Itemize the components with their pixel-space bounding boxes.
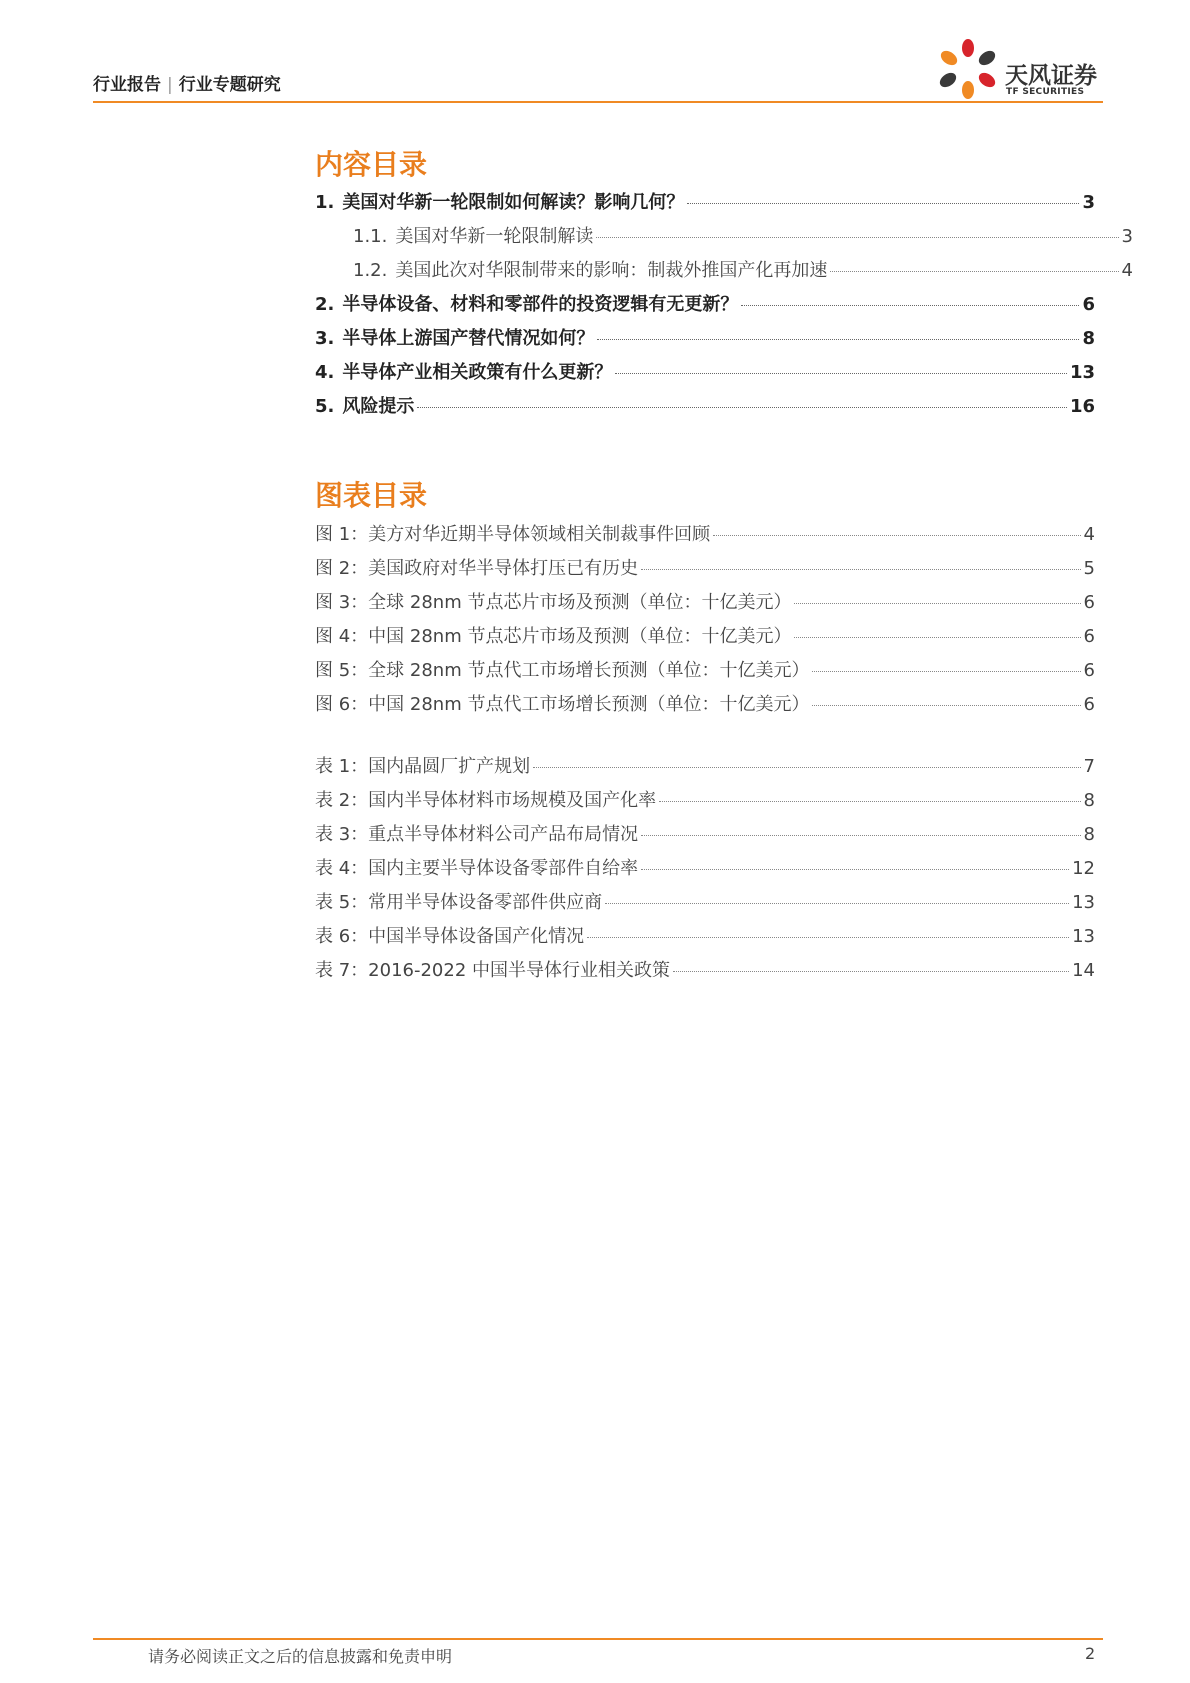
figure-page-number: 6 bbox=[1083, 694, 1095, 715]
leader-dots bbox=[794, 637, 1080, 638]
footer-disclaimer: 请务必阅读正文之后的信息披露和免责申明 bbox=[148, 1647, 453, 1666]
toc-number: 3. bbox=[315, 328, 335, 349]
toc-number: 1.1. bbox=[353, 226, 388, 247]
toc-label: 风险提示 bbox=[342, 396, 415, 417]
figure-entry[interactable] bbox=[315, 656, 1095, 682]
table-label: 表 3：重点半导体材料公司产品布局情况 bbox=[315, 824, 639, 845]
table-label: 表 1：国内晶圆厂扩产规划 bbox=[315, 756, 531, 777]
table-entry[interactable] bbox=[315, 922, 1095, 948]
toc-entry[interactable] bbox=[315, 256, 1133, 282]
table-entry[interactable] bbox=[315, 786, 1095, 812]
toc-label: 美国对华新一轮限制解读 bbox=[395, 226, 594, 247]
figure-label: 图 2：美国政府对华半导体打压已有历史 bbox=[315, 558, 639, 579]
leader-dots bbox=[596, 237, 1118, 238]
figure-page-number: 5 bbox=[1083, 558, 1095, 579]
leader-dots bbox=[812, 705, 1080, 706]
toc-label: 半导体设备、材料和零部件的投资逻辑有无更新？ bbox=[342, 294, 739, 315]
logo-english-name: TF SECURITIES bbox=[1006, 87, 1085, 97]
toc-number: 1. bbox=[315, 192, 335, 213]
leader-dots bbox=[794, 603, 1080, 604]
company-logo bbox=[935, 38, 1115, 100]
figure-page-number: 4 bbox=[1083, 524, 1095, 545]
toc-number: 5. bbox=[315, 396, 335, 417]
leader-dots bbox=[641, 869, 1069, 870]
table-entry[interactable] bbox=[315, 820, 1095, 846]
logo-name: 天风证券 bbox=[1005, 63, 1097, 89]
table-page-number: 8 bbox=[1083, 790, 1095, 811]
leader-dots bbox=[659, 801, 1080, 802]
figure-entry[interactable] bbox=[315, 622, 1095, 648]
toc-entry[interactable] bbox=[315, 188, 1095, 214]
leader-dots bbox=[417, 407, 1067, 408]
figure-page-number: 6 bbox=[1083, 626, 1095, 647]
toc-page-number: 16 bbox=[1069, 396, 1095, 417]
leader-dots bbox=[641, 569, 1080, 570]
toc-label: 美国此次对华限制带来的影响：制裁外推国产化再加速 bbox=[395, 260, 828, 281]
toc-entry[interactable] bbox=[315, 358, 1095, 384]
figure-entry[interactable] bbox=[315, 520, 1095, 546]
toc-label: 半导体产业相关政策有什么更新？ bbox=[342, 362, 613, 383]
leader-dots bbox=[673, 971, 1069, 972]
table-page-number: 7 bbox=[1083, 756, 1095, 777]
toc-entry[interactable] bbox=[315, 222, 1133, 248]
figure-entry[interactable] bbox=[315, 588, 1095, 614]
leader-dots bbox=[830, 271, 1118, 272]
table-entry[interactable] bbox=[315, 752, 1095, 778]
leader-dots bbox=[605, 903, 1069, 904]
leader-dots bbox=[597, 339, 1079, 340]
toc-entry[interactable] bbox=[315, 392, 1095, 418]
figure-label: 图 1：美方对华近期半导体领域相关制裁事件回顾 bbox=[315, 524, 711, 545]
table-label: 表 4：国内主要半导体设备零部件自给率 bbox=[315, 858, 639, 879]
toc-page-number: 8 bbox=[1082, 328, 1095, 349]
table-label: 表 2：国内半导体材料市场规模及国产化率 bbox=[315, 790, 657, 811]
toc-page-number: 4 bbox=[1121, 260, 1133, 281]
toc-label: 半导体上游国产替代情况如何？ bbox=[342, 328, 595, 349]
figure-entry[interactable] bbox=[315, 554, 1095, 580]
leader-dots bbox=[687, 203, 1079, 204]
table-page-number: 14 bbox=[1072, 960, 1095, 981]
table-label: 表 5：常用半导体设备零部件供应商 bbox=[315, 892, 603, 913]
toc-number: 4. bbox=[315, 362, 335, 383]
table-page-number: 13 bbox=[1072, 892, 1095, 913]
toc-entry[interactable] bbox=[315, 290, 1095, 316]
table-entry[interactable] bbox=[315, 888, 1095, 914]
flower-logo-icon bbox=[935, 38, 1001, 100]
toc-page-number: 13 bbox=[1069, 362, 1095, 383]
header-divider bbox=[93, 101, 1103, 103]
table-page-number: 13 bbox=[1072, 926, 1095, 947]
toc-page-number: 3 bbox=[1121, 226, 1133, 247]
table-page-number: 8 bbox=[1083, 824, 1095, 845]
footer-divider bbox=[93, 1638, 1103, 1640]
header-separator: | bbox=[167, 75, 173, 95]
toc-number: 1.2. bbox=[353, 260, 388, 281]
leader-dots bbox=[713, 535, 1080, 536]
figure-label: 图 5：全球 28nm 节点代工市场增长预测（单位：十亿美元） bbox=[315, 660, 810, 681]
figure-label: 图 4：中国 28nm 节点芯片市场及预测（单位：十亿美元） bbox=[315, 626, 792, 647]
table-label: 表 6：中国半导体设备国产化情况 bbox=[315, 926, 585, 947]
table-entry[interactable] bbox=[315, 854, 1095, 880]
figures-title: 图表目录 bbox=[315, 479, 428, 512]
contents-title: 内容目录 bbox=[315, 148, 428, 181]
figure-page-number: 6 bbox=[1083, 660, 1095, 681]
toc-page-number: 3 bbox=[1082, 192, 1095, 213]
toc-page-number: 6 bbox=[1082, 294, 1095, 315]
report-category-header bbox=[93, 70, 281, 95]
figure-entry[interactable] bbox=[315, 690, 1095, 716]
figure-label: 图 3：全球 28nm 节点芯片市场及预测（单位：十亿美元） bbox=[315, 592, 792, 613]
leader-dots bbox=[615, 373, 1067, 374]
figure-page-number: 6 bbox=[1083, 592, 1095, 613]
report-subcategory: 行业专题研究 bbox=[178, 75, 281, 95]
page-number: 2 bbox=[1085, 1644, 1096, 1663]
report-category: 行业报告 bbox=[93, 75, 161, 95]
leader-dots bbox=[641, 835, 1080, 836]
leader-dots bbox=[587, 937, 1069, 938]
table-page-number: 12 bbox=[1072, 858, 1095, 879]
toc-entry[interactable] bbox=[315, 324, 1095, 350]
table-entry[interactable] bbox=[315, 956, 1095, 982]
figure-label: 图 6：中国 28nm 节点代工市场增长预测（单位：十亿美元） bbox=[315, 694, 810, 715]
leader-dots bbox=[812, 671, 1080, 672]
toc-label: 美国对华新一轮限制如何解读？影响几何？ bbox=[342, 192, 685, 213]
leader-dots bbox=[533, 767, 1080, 768]
leader-dots bbox=[741, 305, 1079, 306]
toc-number: 2. bbox=[315, 294, 335, 315]
table-label: 表 7：2016-2022 中国半导体行业相关政策 bbox=[315, 960, 671, 981]
